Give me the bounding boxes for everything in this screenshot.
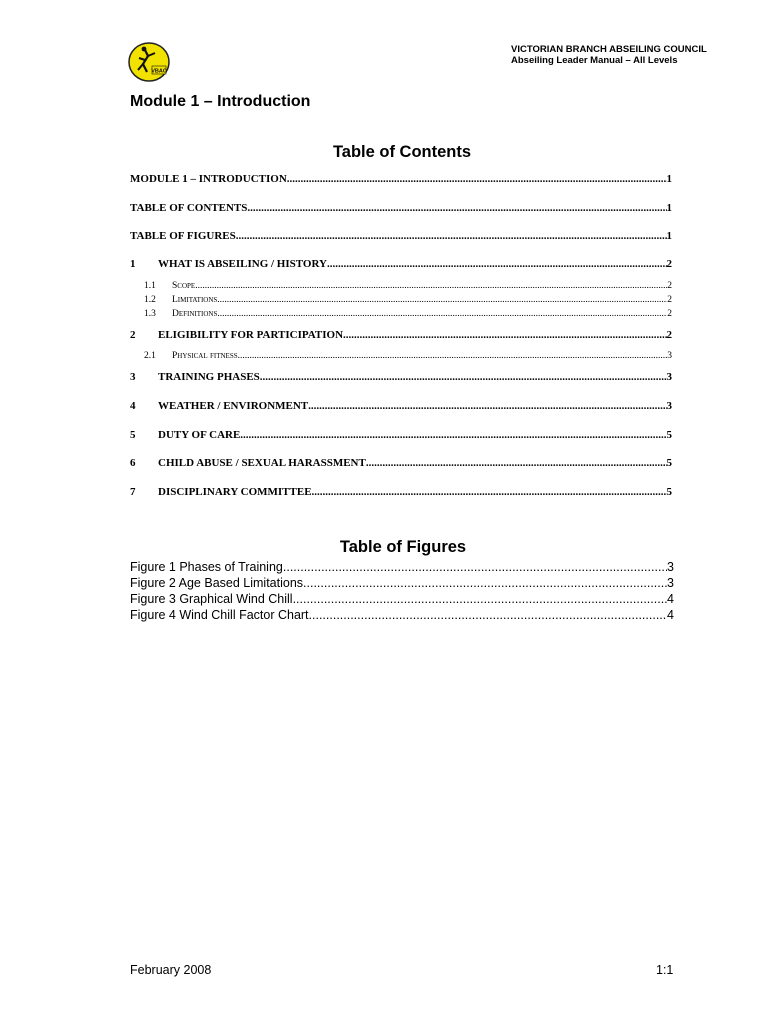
tof-entry-page: 3 <box>667 576 674 590</box>
toc-entry-page: 3 <box>666 400 672 412</box>
manual-title: Abseiling Leader Manual – All Levels <box>511 55 678 66</box>
tof-entry-page: 3 <box>667 560 674 574</box>
svg-text:VBAC: VBAC <box>151 68 167 75</box>
toc-entry-number: 2.1 <box>144 351 156 361</box>
toc-entry-text: Definitions <box>172 309 218 319</box>
toc-subentry[interactable] <box>130 295 672 305</box>
toc-entry-page: 3 <box>667 351 672 361</box>
toc-entry-text: WEATHER / ENVIRONMENT <box>158 400 309 412</box>
toc-entry-number: 6 <box>130 457 136 469</box>
toc-entry-text: TABLE OF CONTENTS <box>130 202 248 214</box>
footer-page-number: 1:1 <box>656 963 674 977</box>
document-header <box>511 44 707 66</box>
toc-entry-number: 2 <box>130 329 136 341</box>
toc-entry[interactable] <box>130 371 672 383</box>
toc-entry-page: 2 <box>666 329 672 341</box>
organization-name: VICTORIAN BRANCH ABSEILING COUNCIL <box>511 44 707 55</box>
tof-entry-page: 4 <box>667 592 674 606</box>
toc-entry[interactable] <box>130 400 672 412</box>
toc-entry[interactable] <box>130 429 672 441</box>
toc-entry[interactable] <box>130 173 672 185</box>
toc-entry-text: Scope <box>172 281 196 291</box>
tof-entry[interactable] <box>130 576 674 590</box>
toc-entry-text: Limitations <box>172 295 218 305</box>
toc-entry-number: 3 <box>130 371 136 383</box>
toc-entry[interactable] <box>130 329 672 341</box>
toc-entry-number: 5 <box>130 429 136 441</box>
tof-entry-text: Figure 2 Age Based Limitations <box>130 576 304 590</box>
toc-entry-text: ELIGIBILITY FOR PARTICIPATION <box>158 329 344 341</box>
toc-entry-number: 1 <box>130 258 136 270</box>
toc-entry-page: 1 <box>666 173 672 185</box>
toc-entry-number: 1.1 <box>144 281 156 291</box>
toc-entry[interactable] <box>130 486 672 498</box>
toc-entry-text: TABLE OF FIGURES <box>130 230 236 242</box>
toc-entry-page: 2 <box>667 281 672 291</box>
toc-entry-text: WHAT IS ABSEILING / HISTORY <box>158 258 327 270</box>
footer-date: February 2008 <box>130 963 212 977</box>
tof-entry-text: Figure 3 Graphical Wind Chill <box>130 592 293 606</box>
toc-subentry[interactable] <box>130 309 672 319</box>
toc-title: Table of Contents <box>332 143 472 161</box>
toc-entry-page: 3 <box>666 371 672 383</box>
tof-entry-text: Figure 1 Phases of Training <box>130 560 283 574</box>
toc-entry-number: 4 <box>130 400 136 412</box>
toc-entry-text: DISCIPLINARY COMMITTEE <box>158 486 312 498</box>
toc-entry-text: CHILD ABUSE / SEXUAL HARASSMENT <box>158 457 366 469</box>
tof-entry[interactable] <box>130 560 674 574</box>
toc-entry-text: MODULE 1 – INTRODUCTION <box>130 173 287 185</box>
toc-entry-page: 2 <box>667 309 672 319</box>
toc-entry-page: 1 <box>666 202 672 214</box>
toc-entry-text: DUTY OF CARE <box>158 429 241 441</box>
tof-title: Table of Figures <box>339 538 467 556</box>
toc-entry[interactable] <box>130 230 672 242</box>
tof-entry[interactable] <box>130 592 674 606</box>
module-title: Module 1 – Introduction <box>130 93 311 110</box>
toc-entry-number: 1.3 <box>144 309 156 319</box>
toc-entry-text: TRAINING PHASES <box>158 371 260 383</box>
toc-entry[interactable] <box>130 258 672 270</box>
toc-entry-page: 2 <box>666 258 672 270</box>
tof-entry-page: 4 <box>667 608 674 622</box>
toc-entry-text: Physical fitness <box>172 351 238 361</box>
toc-entry-page: 5 <box>666 429 672 441</box>
vbac-logo <box>128 42 170 82</box>
toc-entry-number: 7 <box>130 486 136 498</box>
toc-entry[interactable] <box>130 457 672 469</box>
toc-entry-number: 1.2 <box>144 295 156 305</box>
toc-entry-page: 1 <box>666 230 672 242</box>
toc-entry-page: 5 <box>666 486 672 498</box>
toc-subentry[interactable] <box>130 281 672 291</box>
tof-entry-text: Figure 4 Wind Chill Factor Chart <box>130 608 309 622</box>
toc-entry-page: 2 <box>667 295 672 305</box>
toc-entry-page: 5 <box>666 457 672 469</box>
toc-entry[interactable] <box>130 202 672 214</box>
toc-subentry[interactable] <box>130 351 672 361</box>
tof-entry[interactable] <box>130 608 674 622</box>
